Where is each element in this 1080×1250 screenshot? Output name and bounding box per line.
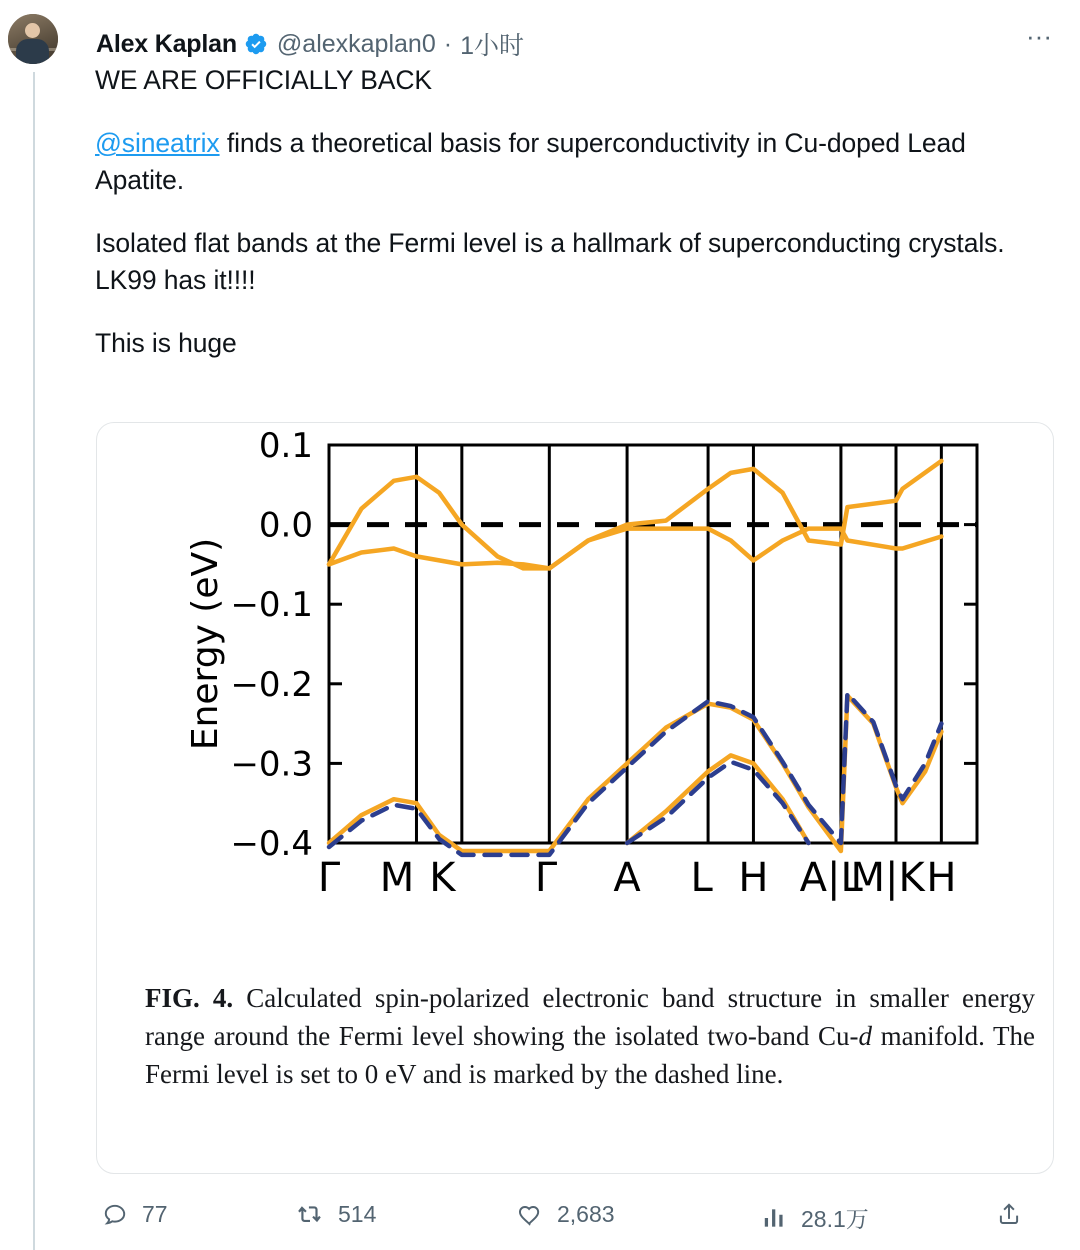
mention-link[interactable]: @sineatrix bbox=[95, 128, 220, 158]
media-card[interactable] bbox=[96, 422, 1054, 1174]
svg-text:Γ: Γ bbox=[317, 855, 341, 901]
caption-part-2: manifold. The Fermi level is set to 0 eV and is marked by the dashed line. bbox=[145, 1021, 1035, 1089]
svg-text:H: H bbox=[926, 855, 957, 901]
caption-part-1: Calculated spin-polarized electronic band structure in smaller energy range around the Fermi level showing the isolated two-band Cu- bbox=[145, 983, 1035, 1051]
separator-dot: · bbox=[443, 29, 453, 58]
avatar-head bbox=[25, 23, 40, 38]
verified-badge-icon bbox=[244, 32, 268, 56]
reply-icon bbox=[102, 1202, 128, 1228]
svg-text:0.0: 0.0 bbox=[258, 505, 313, 546]
svg-text:A: A bbox=[613, 855, 641, 901]
like-button[interactable] bbox=[516, 1201, 615, 1228]
tweet-line-3: Isolated flat bands at the Fermi level is a hallmark of superconducting crystals. LK99 has it!!!! bbox=[95, 228, 1005, 295]
svg-text:0.1: 0.1 bbox=[258, 426, 313, 466]
views-button[interactable] bbox=[761, 1201, 869, 1234]
figure-caption bbox=[145, 979, 1035, 1093]
svg-text:H: H bbox=[738, 855, 769, 901]
svg-text:Γ: Γ bbox=[534, 855, 558, 901]
like-count: 2,683 bbox=[557, 1201, 615, 1227]
avatar-body bbox=[16, 39, 49, 64]
views-count: 28.1万 bbox=[801, 1206, 869, 1232]
tweet-body bbox=[95, 62, 1015, 362]
band-structure-figure bbox=[97, 423, 1054, 943]
band-structure-chart bbox=[97, 423, 1054, 943]
caption-italic-d: d bbox=[858, 1021, 873, 1051]
svg-text:−0.1: −0.1 bbox=[230, 585, 313, 626]
svg-text:M|K: M|K bbox=[850, 855, 925, 901]
caption-prefix: FIG. 4. bbox=[145, 983, 234, 1013]
retweet-icon bbox=[296, 1202, 324, 1228]
svg-text:K: K bbox=[429, 855, 456, 901]
tweet-line-4: This is huge bbox=[95, 328, 237, 358]
svg-text:M: M bbox=[379, 855, 415, 901]
tweet-line-2 bbox=[95, 125, 1015, 199]
svg-text:Energy (eV): Energy (eV) bbox=[185, 537, 226, 751]
svg-text:A|L: A|L bbox=[799, 855, 863, 901]
tweet-line-2-rest: finds a theoretical basis for superconductivity in Cu-doped Lead Apatite. bbox=[95, 128, 966, 195]
svg-text:−0.2: −0.2 bbox=[230, 664, 313, 705]
author-row bbox=[96, 26, 524, 62]
retweet-count: 514 bbox=[338, 1201, 377, 1227]
tweet-action-bar bbox=[96, 1195, 1026, 1239]
author-handle[interactable]: @alexkaplan0 bbox=[276, 29, 436, 58]
thread-connector-line bbox=[33, 72, 35, 1250]
tweet-line-1: WE ARE OFFICIALLY BACK bbox=[95, 65, 432, 95]
more-options-icon[interactable]: ··· bbox=[1026, 21, 1052, 51]
tweet-timestamp[interactable]: 1小时 bbox=[460, 32, 524, 60]
reply-button[interactable] bbox=[102, 1201, 168, 1228]
share-icon bbox=[996, 1201, 1022, 1227]
analytics-icon bbox=[761, 1205, 787, 1231]
author-display-name[interactable]: Alex Kaplan bbox=[96, 29, 237, 58]
reply-count: 77 bbox=[142, 1201, 168, 1227]
avatar[interactable] bbox=[8, 14, 58, 64]
svg-text:−0.4: −0.4 bbox=[230, 824, 313, 864]
heart-icon bbox=[516, 1202, 543, 1228]
svg-text:L: L bbox=[690, 855, 713, 901]
svg-text:−0.3: −0.3 bbox=[230, 744, 313, 785]
retweet-button[interactable] bbox=[296, 1201, 376, 1228]
avatar-column bbox=[8, 14, 68, 64]
share-button[interactable] bbox=[996, 1201, 1036, 1227]
